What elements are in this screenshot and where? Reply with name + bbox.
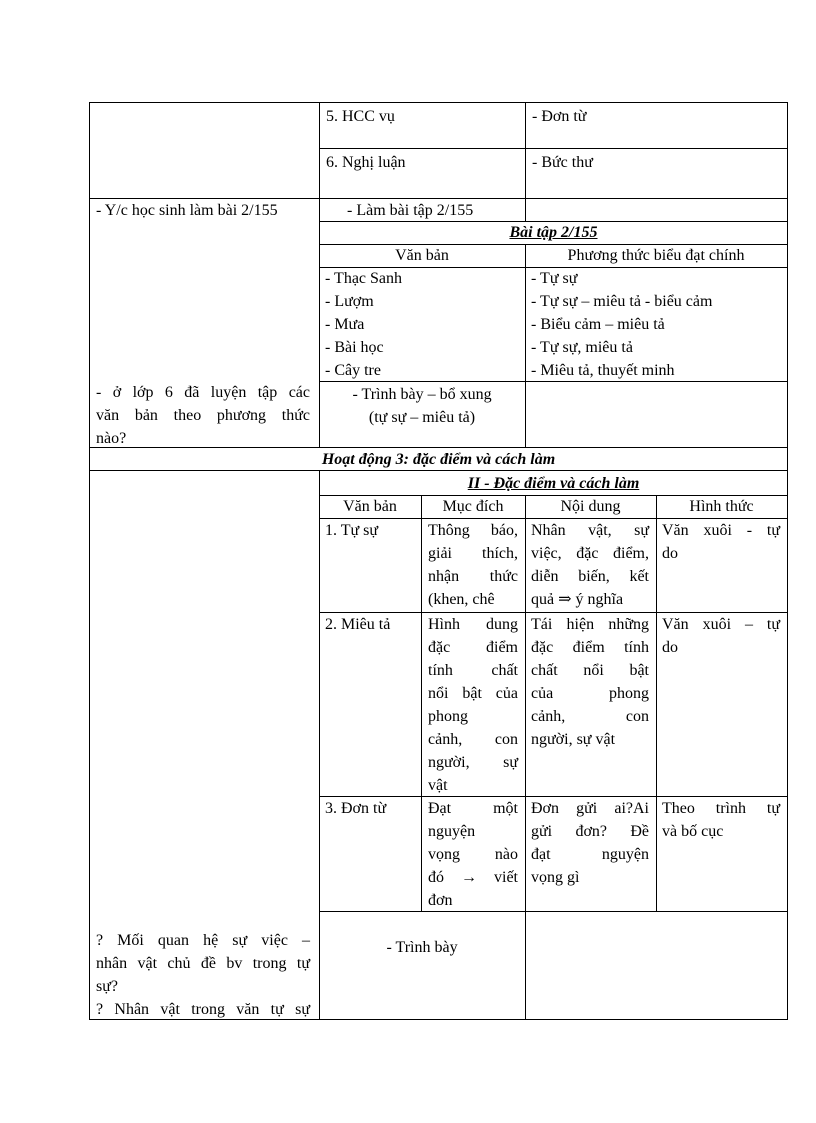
- content-line: việc, đặc điểm,: [531, 545, 649, 562]
- content-line: Đơn gửi ai?Ai: [531, 800, 649, 817]
- question-line: - ở lớp 6 đã luyện tập các: [96, 384, 310, 401]
- question-line: nào?: [96, 430, 127, 447]
- purpose-line: (khen, chê: [428, 591, 495, 608]
- answer-line: - Trình bày: [386, 939, 458, 956]
- activity-heading: Hoạt động 3: đặc điểm và cách làm: [321, 451, 556, 468]
- answer-line: - Trình bày – bổ xung: [352, 386, 492, 403]
- purpose-line: nguyện: [428, 823, 476, 840]
- purpose-line: Hình dung: [428, 616, 518, 633]
- purpose-line: người, sự: [428, 754, 518, 771]
- question-line: ? Nhân vật trong văn tự sự: [96, 1001, 310, 1018]
- content-line: người, sự vật: [531, 731, 616, 748]
- list-item-method: - Miêu tả, thuyết minh: [531, 362, 675, 379]
- purpose-line: giải thích,: [428, 545, 518, 562]
- col-header-text: Văn bản: [395, 247, 449, 264]
- purpose-line: vật: [428, 777, 448, 794]
- content-line: cảnh, con: [531, 708, 649, 725]
- example-don-tu: - Đơn từ: [532, 108, 587, 125]
- form-line: Văn xuôi – tự: [662, 616, 780, 633]
- exercise-title: Bài tập 2/155: [509, 224, 598, 241]
- answer-line: (tự sự – miêu tả): [368, 409, 476, 426]
- row-type: 3. Đơn từ: [325, 800, 387, 817]
- form-line: do: [662, 545, 678, 562]
- form-line: và bố cục: [662, 823, 724, 840]
- question-line: ? Mối quan hệ sự việc –: [96, 932, 310, 949]
- type-hcc: 5. HCC vụ: [326, 108, 395, 125]
- student-activity: - Làm bài tập 2/155: [347, 202, 474, 219]
- purpose-line: cảnh, con: [428, 731, 518, 748]
- purpose-line: đặc điểm: [428, 639, 518, 656]
- question-line: sự?: [96, 978, 118, 995]
- purpose-line: tính chất: [428, 662, 518, 679]
- content-line: của phong: [531, 685, 649, 702]
- section-title: II - Đặc điểm và cách làm: [467, 475, 640, 492]
- list-item-method: - Tự sự – miêu tả - biểu cảm: [531, 293, 713, 310]
- example-buc-thu: - Bức thư: [532, 154, 593, 171]
- purpose-line: phong: [428, 708, 468, 725]
- col-header-method: Phương thức biểu đạt chính: [567, 247, 745, 264]
- col-header-type: Văn bản: [343, 498, 397, 515]
- content-line: quả ⇒ ý nghĩa: [531, 591, 624, 608]
- form-line: do: [662, 639, 678, 656]
- row-type: 2. Miêu tả: [325, 616, 391, 633]
- content-line: đặc điểm tính: [531, 639, 649, 656]
- list-item-text: - Cây tre: [325, 362, 381, 379]
- form-line: Theo trình tự: [662, 800, 780, 817]
- content-line: Nhân vật, sự: [531, 522, 649, 539]
- purpose-line: Đạt một: [428, 800, 518, 817]
- list-item-method: - Tự sự: [531, 270, 578, 287]
- list-item-text: - Bài học: [325, 339, 384, 356]
- content-line: chất nổi bật: [531, 662, 649, 679]
- content-line: gửi đơn? Đề: [531, 823, 649, 840]
- content-line: diễn biến, kết: [531, 568, 649, 585]
- purpose-line: Thông báo,: [428, 522, 518, 539]
- purpose-line: nổi bật của: [428, 685, 518, 702]
- list-item-method: - Tự sự, miêu tả: [531, 339, 633, 356]
- list-item-method: - Biểu cảm – miêu tả: [531, 316, 665, 333]
- list-item-text: - Lượm: [325, 293, 374, 310]
- type-nghi-luan: 6. Nghị luận: [326, 154, 406, 171]
- col-header-form: Hình thức: [689, 498, 754, 515]
- purpose-line: đó → viết: [428, 869, 518, 886]
- content-line: Tái hiện những: [531, 616, 649, 633]
- question-line: văn bản theo phương thức: [96, 407, 310, 424]
- content-line: đạt nguyện: [531, 846, 649, 863]
- purpose-line: nhận thức: [428, 568, 518, 585]
- list-item-text: - Thạc Sanh: [325, 270, 403, 287]
- teacher-request: - Y/c học sinh làm bài 2/155: [96, 202, 278, 219]
- list-item-text: - Mưa: [325, 316, 365, 333]
- col-header-content: Nội dung: [560, 498, 621, 515]
- purpose-line: đơn: [428, 892, 453, 909]
- question-line: nhân vật chủ đề bv trong tự: [96, 955, 310, 972]
- content-line: vọng gì: [531, 869, 580, 886]
- row-type: 1. Tự sự: [325, 522, 379, 539]
- form-line: Văn xuôi - tự: [662, 522, 780, 539]
- col-header-purpose: Mục đích: [442, 498, 504, 515]
- purpose-line: vọng nào: [428, 846, 518, 863]
